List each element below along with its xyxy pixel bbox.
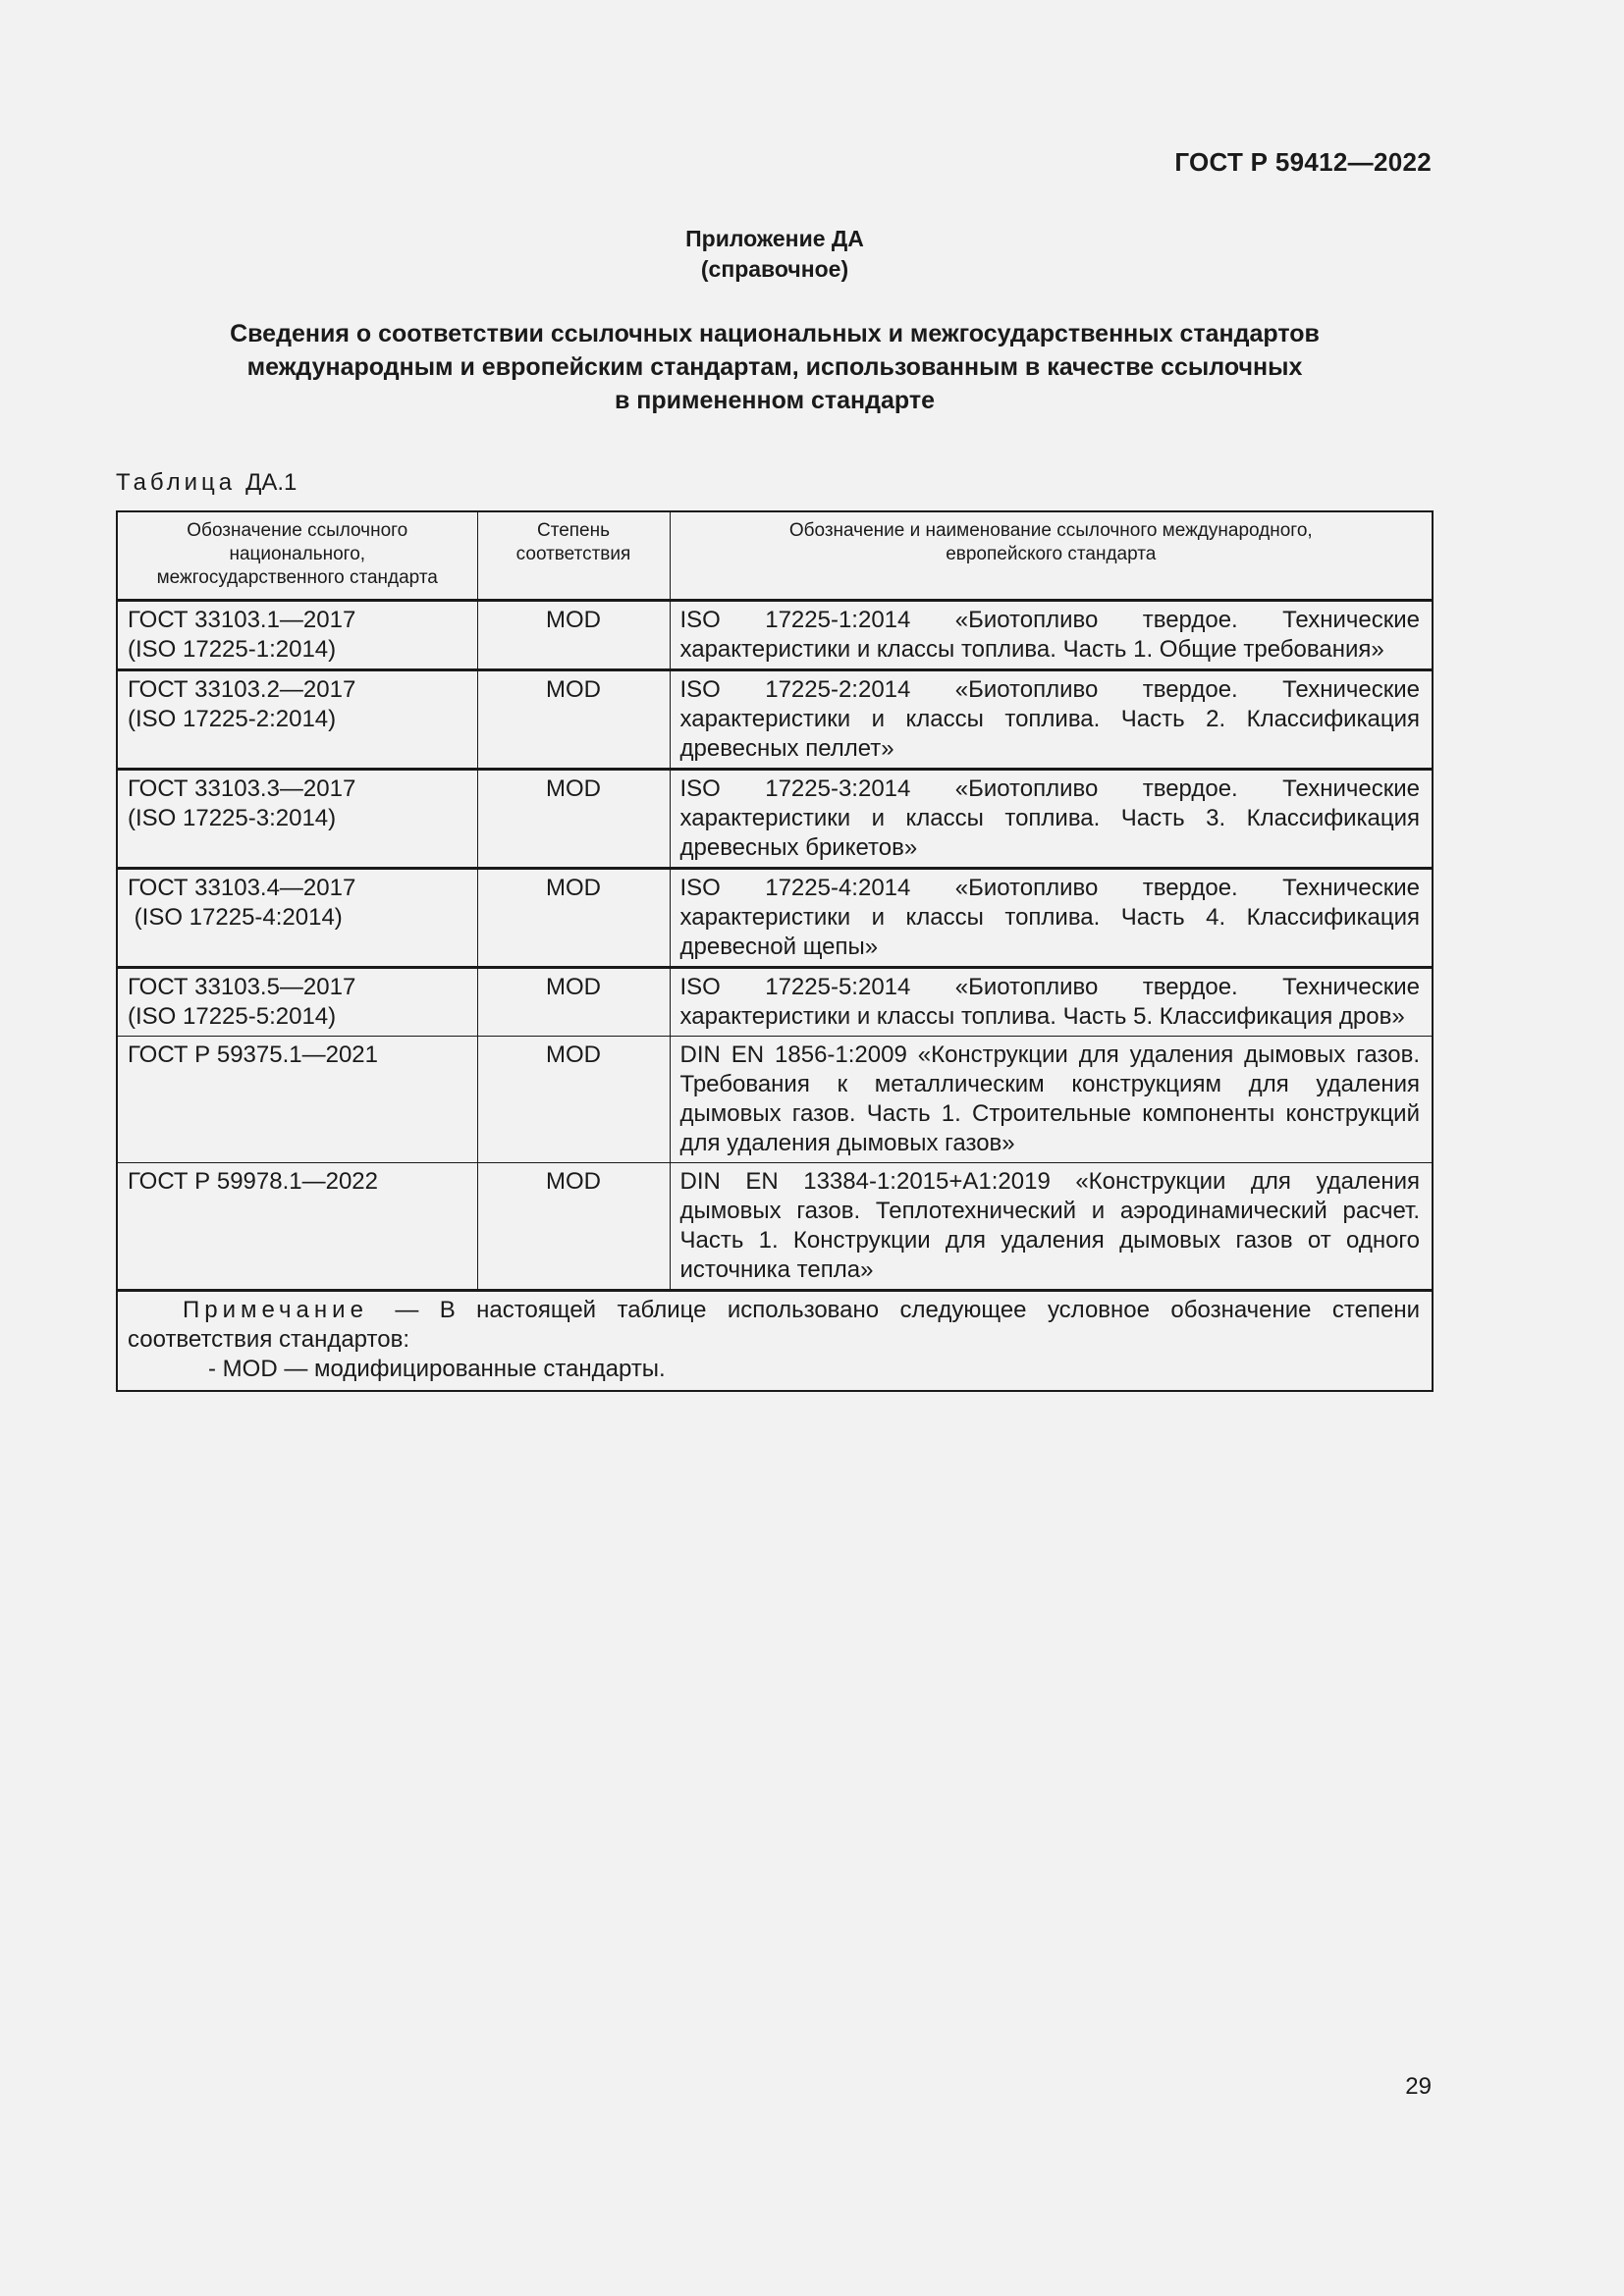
heading-line: в примененном стандарте [614, 387, 936, 414]
designation-line: ГОСТ Р 59978.1—2022 [128, 1168, 378, 1195]
table-row [117, 770, 1433, 869]
designation-cell [117, 968, 477, 1037]
note-text: — В настоящей таблице использовано следующее условное обозначение степени соответствия стандартов: [128, 1297, 1421, 1353]
page-number: 29 [1405, 2073, 1432, 2100]
header-designation [117, 511, 477, 601]
degree-cell: MOD [477, 601, 670, 670]
degree-cell: MOD [477, 1163, 670, 1291]
table-note-row [117, 1291, 1433, 1392]
heading-line: международным и европейским стандартам, использованным в качестве ссылочных [246, 353, 1303, 381]
table-caption [116, 469, 297, 497]
degree-cell: MOD [477, 968, 670, 1037]
standard-name-cell: ISO 17225-1:2014 «Биотопливо твердое. Технические характеристики и классы топлива. Часть 1. Общие требования» [670, 601, 1433, 670]
designation-line: ГОСТ 33103.5—2017 [128, 974, 356, 1000]
designation-cell [117, 1037, 477, 1163]
table-caption-word: Таблица [116, 469, 237, 496]
designation-line: (ISO 17225-1:2014) [128, 636, 337, 663]
table-note [117, 1291, 1433, 1392]
appendix-subtitle: (справочное) [700, 256, 849, 282]
header-line: европейского стандарта [946, 544, 1157, 564]
standard-name-cell: DIN EN 1856-1:2009 «Конструкции для удаления дымовых газов. Требования к металлическим конструкциям для удаления дымовых газов. Часть 1. Строительные компоненты конструкций для удаления дымовых газов» [670, 1037, 1433, 1163]
note-item: - MOD — модифицированные стандарты. [208, 1356, 666, 1382]
standard-name-cell: DIN EN 13384-1:2015+A1:2019 «Конструкции для удаления дымовых газов. Теплотехнический и аэродинамический расчет. Часть 1. Конструкции для удаления дымовых газов от одного источника тепла» [670, 1163, 1433, 1291]
designation-line: ГОСТ 33103.4—2017 [128, 875, 356, 901]
document-code: ГОСТ Р 59412—2022 [1174, 147, 1432, 177]
degree-cell: MOD [477, 1037, 670, 1163]
designation-line: (ISO 17225-2:2014) [128, 706, 337, 732]
designation-line: (ISO 17225-4:2014) [128, 904, 343, 931]
degree-cell: MOD [477, 770, 670, 869]
header-degree [477, 511, 670, 601]
designation-line: ГОСТ 33103.1—2017 [128, 607, 356, 633]
designation-line: (ISO 17225-5:2014) [128, 1003, 337, 1030]
table-row [117, 869, 1433, 968]
designation-line: ГОСТ Р 59375.1—2021 [128, 1041, 378, 1068]
degree-cell: MOD [477, 869, 670, 968]
table-row [117, 601, 1433, 670]
degree-cell: MOD [477, 670, 670, 770]
header-line: Обозначение ссылочного [187, 520, 408, 541]
designation-cell [117, 869, 477, 968]
header-international-standard [670, 511, 1433, 601]
standards-table [116, 510, 1434, 1392]
designation-cell [117, 670, 477, 770]
standard-name-cell: ISO 17225-2:2014 «Биотопливо твердое. Технические характеристики и классы топлива. Часть 2. Классификация древесных пеллет» [670, 670, 1433, 770]
standard-name-cell: ISO 17225-5:2014 «Биотопливо твердое. Технические характеристики и классы топлива. Часть 5. Классификация дров» [670, 968, 1433, 1037]
table-row [117, 968, 1433, 1037]
appendix-heading [98, 317, 1451, 417]
designation-cell [117, 770, 477, 869]
standard-name-cell: ISO 17225-4:2014 «Биотопливо твердое. Технические характеристики и классы топлива. Часть 4. Классификация древесной щепы» [670, 869, 1433, 968]
header-line: Обозначение и наименование ссылочного международного, [788, 520, 1313, 541]
header-line: национального, [229, 544, 366, 564]
header-line: соответствия [515, 544, 631, 564]
header-line: Степень [536, 520, 611, 541]
header-line: межгосударственного стандарта [156, 567, 438, 588]
designation-line: ГОСТ 33103.2—2017 [128, 676, 356, 703]
designation-line: (ISO 17225-3:2014) [128, 805, 337, 831]
designation-cell [117, 1163, 477, 1291]
heading-line: Сведения о соответствии ссылочных национальных и межгосударственных стандартов [230, 320, 1320, 347]
appendix-title: Приложение ДА [685, 226, 864, 251]
designation-cell [117, 601, 477, 670]
standard-name-cell: ISO 17225-3:2014 «Биотопливо твердое. Технические характеристики и классы топлива. Часть 3. Классификация древесных брикетов» [670, 770, 1433, 869]
table-row [117, 1037, 1433, 1163]
note-label: Примечание [183, 1297, 368, 1323]
table-caption-number: ДА.1 [245, 469, 298, 496]
table-row [117, 1163, 1433, 1291]
appendix-title-block [0, 224, 1549, 285]
designation-line: ГОСТ 33103.3—2017 [128, 775, 356, 802]
table-row [117, 670, 1433, 770]
table-header-row [117, 511, 1433, 601]
